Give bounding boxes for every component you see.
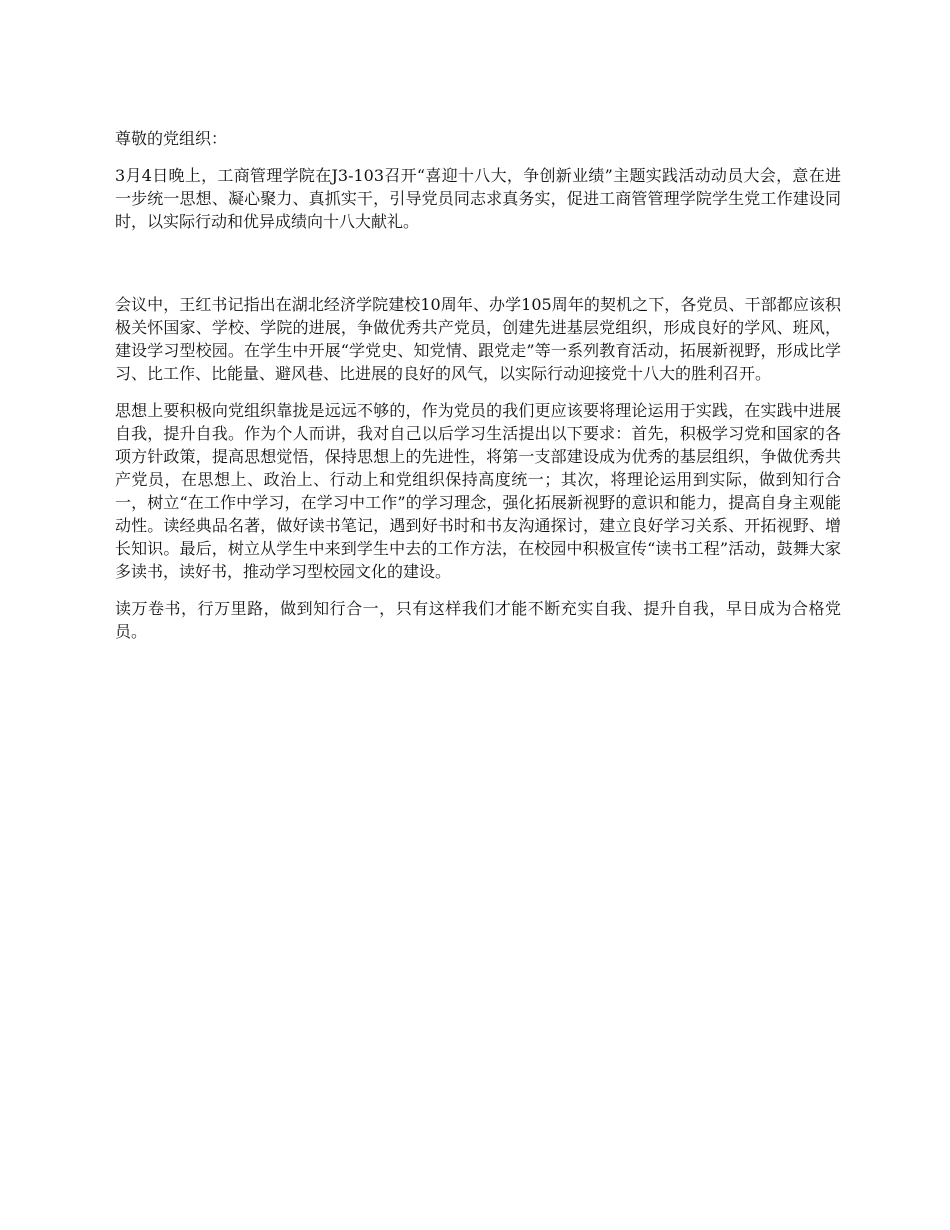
paragraph-3: 思想上要积极向党组织靠拢是远远不够的，作为党员的我们更应该要将理论运用于实践，在实践中进展自我，提升自我。作为个人而讲，我对自己以后学习生活提出以下要求：首先，积极学习党和国家的各项方针政策，提高思想觉悟，保持思想上的先进性，将第一支部建设成为优秀的基层组织，争做优秀共产党员，在思想上、政治上、行动上和党组织保持高度统一；其次，将理论运用到实际，做到知行合一，树立“在工作中学习，在学习中工作”的学习理念，强化拓展新视野的意识和能力，提高自身主观能动性。读经典品名著，做好读书笔记，遇到好书时和书友沟通探讨，建立良好学习关系、开拓视野、增长知识。最后，树立从学生中来到学生中去的工作方法，在校园中积极宣传“读书工程”活动，鼓舞大家多读书，读好书，推动学习型校园文化的建设。 (115, 401, 841, 581)
greeting: 尊敬的党组织： (115, 129, 228, 148)
paragraph-2: 会议中，王红书记指出在湖北经济学院建校10周年、办学105周年的契机之下，各党员、干部都应该积极关怀国家、学校、学院的进展，争做优秀共产党员，创建先进基层党组织，形成良好的学风、班风，建设学习型校园。在学生中开展“学党史、知党情、跟党走”等一系列教育活动，拓展新视野，形成比学习、比工作、比能量、避风巷、比进展的良好的风气，以实际行动迎接党十八大的胜利召开。 (115, 295, 841, 383)
paragraph-1: 3月4日晚上，工商管理学院在J3-103召开“喜迎十八大，争创新业绩”主题实践活动动员大会，意在进一步统一思想、凝心聚力、真抓实干，引导党员同志求真务实，促进工商管管理学院学生党工作建设同时，以实际行动和优异成绩向十八大献礼。 (115, 166, 841, 231)
document-body (115, 127, 841, 657)
paragraph-4: 读万卷书，行万里路，做到知行合一，只有这样我们才能不断充实自我、提升自我，早日成为合格党员。 (115, 599, 841, 641)
